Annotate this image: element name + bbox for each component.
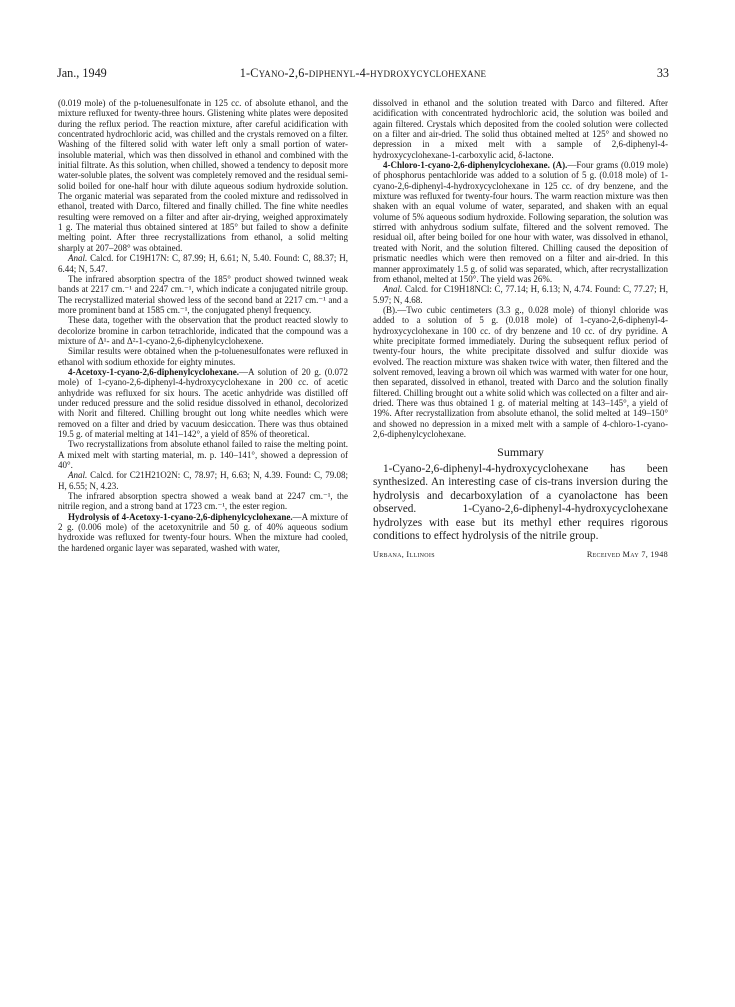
location: Urbana, Illinois <box>373 549 435 559</box>
left-column <box>58 98 348 553</box>
paragraph: These data, together with the observation that the product reacted slowly to decolorize bromine in carbon tetrachloride, indicated that the compound was a mixture of Δ¹- and Δ²-1-cyano-2,6-diphenylcyclohexene. <box>58 315 348 346</box>
paragraph: dissolved in ethanol and the solution treated with Darco and filtered. After acidification with concentrated hydrochloric acid, the solution was boiled and again filtered. Crystals which deposited from the cooled solution were collected on a filter and air-dried. The solid thus obtained melted at 125° and showed no depression in a mixed melt with a sample of 2,6-diphenyl-4-hydroxycyclohexane-1-carboxylic acid, δ-lactone. <box>373 98 668 160</box>
analysis-paragraph <box>58 470 348 491</box>
paragraph: (B).—Two cubic centimeters (3.3 g., 0.028 mole) of thionyl chloride was added to a solution of 5 g. (0.018 mole) of 1-cyano-2,6-diphenyl-4-hydroxycyclohexane in 100 cc. of dry benzene and 10 cc. of dry pyridine. A white precipitate formed immediately. During the subsequent reflux period of twenty-four hours, the white precipitate dissolved and sulfur dioxide was evolved. The reaction mixture was shaken twice with water, then filtered and the solvent removed, leaving a brown oil which was warmed with water for one hour, then separated, dissolved in ethanol, treated with Darco and the solution finally filtered. Chilling brought out a white solid which was collected on a filter and air-dried. There was thus obtained 1 g. of material melting at 143–145°, a yield of 19%. After recrystallization from absolute ethanol, the solid melted at 149–150° and showed no depression in a mixed melt with a sample of 4-chloro-1-cyano-2,6-diphenylcyclohexane. <box>373 304 668 439</box>
anal-label: Anal. <box>68 470 88 481</box>
header-date: Jan., 1949 <box>57 66 107 80</box>
section-paragraph <box>373 160 668 284</box>
page-number: 33 <box>656 66 669 80</box>
section-heading: 4-Acetoxy-1-cyano-2,6-diphenylcyclohexane. <box>68 366 239 377</box>
section-text: —A solution of 20 g. (0.072 mole) of 1-cyano-2,6-diphenyl-4-hydroxycyclohexane in 200 cc. of acetic anhydride was refluxed for six hours. The acetic anhydride was distilled off under reduced pressure and the solid residue dissolved in ethanol, decolorized with Norit and filtered. Chilling brought out long white needles which were removed on a filter and dried by vacuum desiccation. There was thus obtained 19.5 g. of material melting at 141–142°, a yield of 85% of theoretical. <box>58 366 348 439</box>
section-paragraph <box>58 367 348 439</box>
summary-text: 1-Cyano-2,6-diphenyl-4-hydroxycyclohexane has been synthesized. An interesting case of cis-trans inversion during the hydrolysis and decarboxylation of a cyanolactone has been observed. 1-Cyano-2,6-diphenyl-4-hydroxycyclohexane hydrolyzes with ease but its methyl ether requires rigorous conditions to effect hydrolysis of the nitrile group. <box>373 462 668 543</box>
running-header <box>57 66 669 82</box>
section-paragraph <box>58 512 348 553</box>
received-date: Received May 7, 1948 <box>586 549 668 559</box>
right-column <box>373 98 668 562</box>
section-heading: 4-Chloro-1-cyano-2,6-diphenylcyclohexane. (A). <box>383 160 568 171</box>
paragraph: The infrared absorption spectra of the 185° product showed twinned weak bands at 2217 cm.⁻¹ and 2247 cm.⁻¹, which indicate a conjugated nitrile group. The recrystallized material showed less of the second band at 2217 cm.⁻¹ and a more prominent band at 1585 cm.⁻¹, the conjugated phenyl frequency. <box>58 273 348 315</box>
paragraph: The infrared absorption spectra showed a weak band at 2247 cm.⁻¹, the nitrile region, and a strong band at 1723 cm.⁻¹, the ester region. <box>58 491 348 512</box>
paragraph: Similar results were obtained when the p-toluenesulfonates were refluxed in ethanol with sodium ethoxide for eighty minutes. <box>58 346 348 367</box>
analysis-text: Calcd. for C21H21O2N: C, 78.97; H, 6.63; N, 4.39. Found: C, 79.08; H, 6.55; N, 4.23. <box>58 470 348 491</box>
paragraph: Two recrystallizations from absolute ethanol failed to raise the melting point. A mixed melt with starting material, m. p. 140–141°, showed a depression of 40°. <box>58 439 348 471</box>
analysis-paragraph <box>373 284 668 305</box>
section-text: —Four grams (0.019 mole) of phosphorus pentachloride was added to a solution of 5 g. (0.018 mole) of 1-cyano-2,6-diphenyl-4-hydroxycyclohexane in 125 cc. of dry benzene, and the mixture was refluxed for twenty-four hours. The warm reaction mixture was then shaken with an equal volume of water, separated, and shaken with an equal volume of 5% aqueous sodium hydroxide. Following separation, the solution was stirred with anhydrous sodium sulfate, filtered and the solvent removed. The residual oil, after being boiled for one hour with water, was dissolved in ethanol, treated with Norit, and the solution filtered. Chilling caused the deposition of prismatic needles which were then removed on a filter and air-dried. In this manner approximately 1.5 g. of solid was separated, which, after recrystallization from ethanol, melted at 150°. The yield was 26%. <box>373 160 668 284</box>
paragraph: (0.019 mole) of the p-toluenesulfonate in 125 cc. of absolute ethanol, and the mixture refluxed for twenty-three hours. Glistening white plates were deposited during the reflux period. The reaction mixture, after careful acidification with concentrated hydrochloric acid, was chilled and the crystals removed on a filter. Washing of the filtered solid with water left only a small portion of water-insoluble material, which was then dissolved in ethanol and combined with the initial filtrate. As this solution, when chilled, showed a tendency to deposit more water-soluble plates, the solvent was completely removed and the residual semi-solid boiled for one-half hour with dilute aqueous sodium hydroxide solution. The organic material was separated from the cooled mixture and redissolved in ethanol, treated with Darco, filtered and finally chilled. The fine white needles resulting were removed on a filter and after air-drying, weighed approximately 1 g. The material thus obtained sintered at 185° but failed to show a definite melting point. After three recrystallizations from ethanol, a solid melting sharply at 207–208° was obtained. <box>58 98 348 253</box>
header-title: 1-Cyano-2,6-diphenyl-4-hydroxycyclohexane <box>239 66 487 80</box>
analysis-paragraph <box>58 253 348 274</box>
summary-heading: Summary <box>497 445 544 460</box>
article-footer <box>373 550 668 562</box>
analysis-text: Calcd. for C19H17N: C, 87.99; H, 6.61; N, 5.40. Found: C, 88.37; H, 6.44; N, 5.47. <box>58 253 348 274</box>
anal-label: Anal. <box>68 253 88 264</box>
analysis-text: Calcd. for C19H18NCl: C, 77.14; H, 6.13; N, 4.74. Found: C, 77.27; H, 5.97; N, 4.68. <box>373 284 668 305</box>
anal-label: Anal. <box>383 284 403 295</box>
section-text: —A mixture of 2 g. (0.006 mole) of the acetoxynitrile and 50 g. of 40% aqueous sodium hydroxide was refluxed for twenty-four hours. When the mixture had cooled, the hardened organic layer was separated, washed with water, <box>58 511 348 553</box>
section-heading: Hydrolysis of 4-Acetoxy-1-cyano-2,6-diphenylcyclohexane. <box>68 511 293 522</box>
